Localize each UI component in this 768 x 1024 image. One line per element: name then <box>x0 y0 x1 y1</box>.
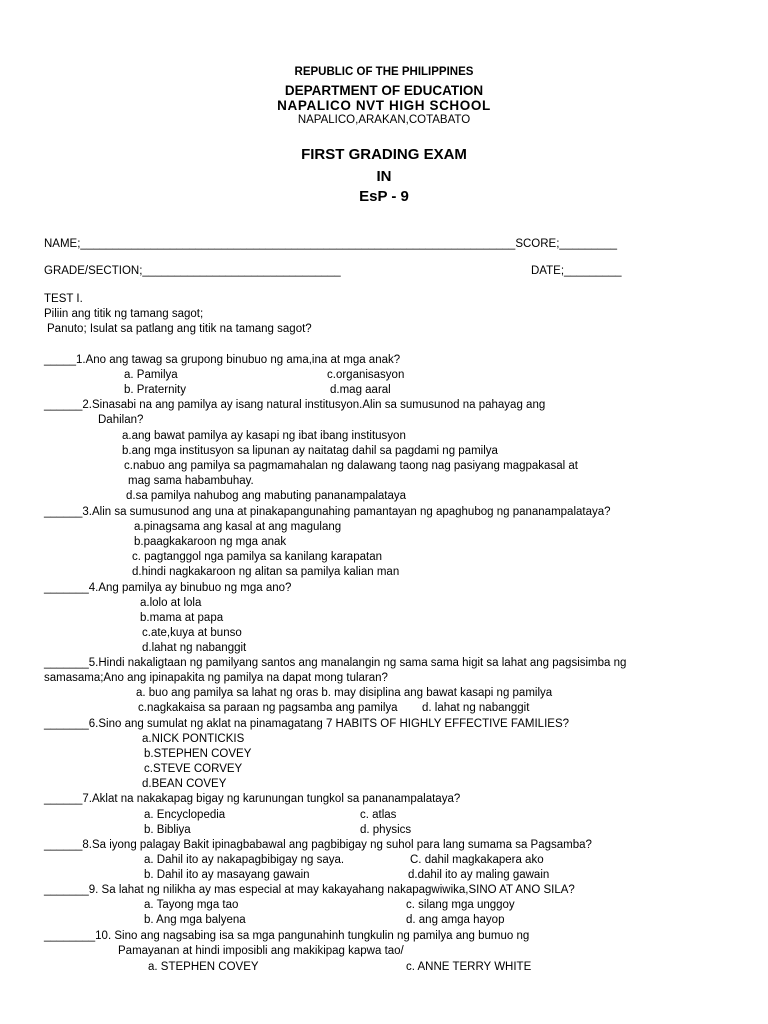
q3-option-a: a.pinagsama ang kasal at ang magulang <box>134 521 342 533</box>
q1-option-b: b. Praternity <box>124 384 186 396</box>
q5-options-ab: a. buo ang pamilya sa lahat ng oras b. may disiplina ang bawat kasapi ng pamilya <box>136 687 553 699</box>
q2-option-d: d.sa pamilya nahubog ang mabuting pananampalataya <box>126 490 407 502</box>
question-10: ________10. Sino ang nagsabing isa sa mga pangunahinh tungkulin ng pamilya ang bumuo ng <box>44 930 530 942</box>
q4-option-d: d.lahat ng nabanggit <box>142 642 247 654</box>
name-score-field: NAME;____________________________________________________________________SCORE;_________ <box>44 238 617 250</box>
q3-option-b: b.paagkakaroon ng mga anak <box>134 536 287 548</box>
q7-option-d: d. physics <box>360 824 412 836</box>
republic-heading: REPUBLIC OF THE PHILIPPINES <box>294 66 474 78</box>
instruction-2: Panuto; Isulat sa patlang ang titik na tamang sagot? <box>47 323 312 335</box>
q2-option-a: a.ang bawat pamilya ay kasapi ng ibat ibang institusyon <box>122 430 406 442</box>
q5-option-c: c.nagkakaisa sa paraan ng pagsamba ang pamilya <box>138 702 398 714</box>
q7-option-a: a. Encyclopedia <box>144 809 226 821</box>
q5-option-d: d. lahat ng nabanggit <box>422 702 530 714</box>
exam-subject: EsP - 9 <box>359 188 409 205</box>
q10-option-a: a. STEPHEN COVEY <box>148 961 259 973</box>
q3-option-c: c. pagtanggol nga pamilya sa kanilang karapatan <box>132 551 382 563</box>
q1-option-c: c.organisasyon <box>327 369 405 381</box>
school-heading: NAPALICO NVT HIGH SCHOOL <box>277 98 491 113</box>
question-1: _____1.Ano ang tawag sa grupong binubuo ng ama,ina at mga anak? <box>44 354 401 366</box>
q8-option-b: b. Dahil ito ay masayang gawain <box>144 869 310 881</box>
q2-option-c-cont: mag sama habambuhay. <box>128 475 254 487</box>
q1-option-a: a. Pamilya <box>124 369 178 381</box>
q2-option-c: c.nabuo ang pamilya sa pagmamahalan ng dalawang taong nag pasiyang magpakasal at <box>124 460 578 472</box>
address-heading: NAPALICO,ARAKAN,COTABATO <box>297 114 471 126</box>
q4-option-a: a.lolo at lola <box>140 597 202 609</box>
department-heading: DEPARTMENT OF EDUCATION <box>284 83 484 98</box>
question-6: _______6.Sino ang sumulat ng aklat na pinamagatang 7 HABITS OF HIGHLY EFFECTIVE FAMILIES? <box>44 718 570 730</box>
q9-option-b: b. Ang mga balyena <box>144 914 246 926</box>
question-9: _______9. Sa lahat ng nilikha ay mas especial at may kakayahang nakapagwiwika,SINO AT ANO SILA? <box>44 884 575 896</box>
q7-option-c: c. atlas <box>360 809 397 821</box>
test-heading: TEST I. <box>44 293 83 305</box>
question-5: _______5.Hindi nakaligtaan ng pamilyang santos ang manalangin ng sama sama higit sa lahat ang pagsisimba ng <box>44 657 627 669</box>
instruction-1: Piliin ang titik ng tamang sagot; <box>44 308 204 320</box>
q8-option-c: C. dahil magkakapera ako <box>410 854 544 866</box>
q9-option-a: a. Tayong mga tao <box>144 899 239 911</box>
q3-option-d: d.hindi nagkakaroon ng alitan sa pamilya kalian man <box>132 566 400 578</box>
q8-option-d: d.dahil ito ay maling gawain <box>408 869 550 881</box>
exam-title: FIRST GRADING EXAM <box>301 146 467 163</box>
q4-option-b: b.mama at papa <box>140 612 224 624</box>
q9-option-d: d. ang amga hayop <box>406 914 505 926</box>
question-8: ______8.Sa iyong palagay Bakit ipinagbabawal ang pagbibigay ng suhol para lang sumama sa Pagsamba? <box>44 839 592 851</box>
date-field: DATE;_________ <box>531 265 622 277</box>
question-5-cont: samasama;Ano ang ipinapakita ng pamilya na dapat mong tularan? <box>44 672 388 684</box>
q7-option-b: b. Bibliya <box>144 824 191 836</box>
q4-option-c: c.ate,kuya at bunso <box>142 627 242 639</box>
question-7: ______7.Aklat na nakakapag bigay ng karunungan tungkol sa pananampalataya? <box>44 793 461 805</box>
question-3: ______3.Alin sa sumusunod ang una at pinakapangunahing pamantayan ng apaghubog ng pananampalataya? <box>44 506 611 518</box>
grade-section-field: GRADE/SECTION;_______________________________ <box>44 265 341 277</box>
q9-option-c: c. silang mga unggoy <box>406 899 515 911</box>
exam-title-in: IN <box>376 168 392 185</box>
question-2-cont: Dahilan? <box>98 414 144 426</box>
q8-option-a: a. Dahil ito ay nakapagbibigay ng saya. <box>144 854 345 866</box>
q6-option-a: a.NICK PONTICKIS <box>142 733 245 745</box>
q10-option-c: c. ANNE TERRY WHITE <box>406 961 532 973</box>
question-4: _______4.Ang pamilya ay binubuo ng mga ano? <box>44 582 292 594</box>
question-2: ______2.Sinasabi na ang pamilya ay isang natural institusyon.Alin sa sumusunod na pahayag ang <box>44 399 546 411</box>
q6-option-b: b.STEPHEN COVEY <box>144 748 252 760</box>
q6-option-c: c.STEVE CORVEY <box>144 763 243 775</box>
q1-option-d: d.mag aaral <box>330 384 391 396</box>
q6-option-d: d.BEAN COVEY <box>142 778 227 790</box>
q2-option-b: b.ang mga institusyon sa lipunan ay naitatag dahil sa pagdami ng pamilya <box>122 445 498 457</box>
question-10-cont: Pamayanan at hindi imposibli ang makikipag kapwa tao/ <box>118 945 404 957</box>
